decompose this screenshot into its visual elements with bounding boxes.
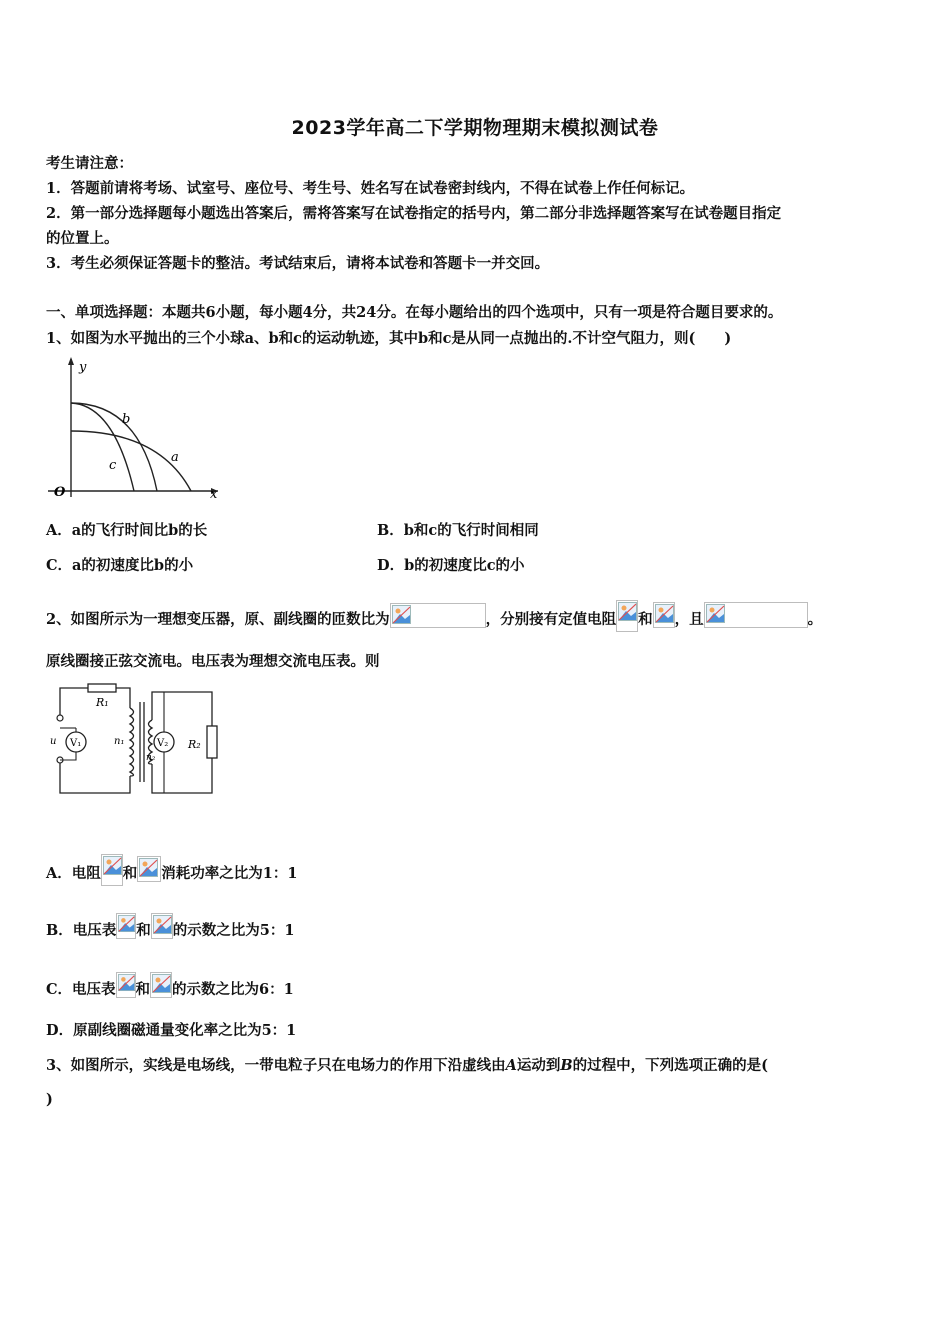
q2-option-d: D．原副线圈磁通量变化率之比为5：1 — [46, 1022, 297, 1039]
broken-image-icon — [103, 856, 123, 876]
q2-transformer-figure — [52, 682, 218, 800]
q2-option-c-post: 的示数之比为6：1 — [172, 981, 294, 998]
q3-stem-mid: 运动到 — [516, 1057, 561, 1074]
q1-option-d: D．b的初速度比c的小 — [377, 557, 525, 574]
notice-item-3: 3．考生必须保证答题卡的整洁。考试结束后，请将本试卷和答题卡一并交回。 — [46, 255, 550, 272]
n2-label: n₂ — [146, 753, 156, 763]
notice-item-2: 2．第一部分选择题每小题选出答案后，需将答案写在试卷指定的括号内，第二部分非选择题答案写在试卷题目指定 — [46, 205, 782, 222]
trajectory-b — [71, 403, 157, 491]
q2-option-a — [46, 854, 297, 886]
primary-wire-top-left — [60, 688, 88, 715]
n1-label: n₁ — [114, 736, 125, 747]
resistance-relation-image — [704, 602, 808, 628]
q1-stem: 1、如图为水平抛出的三个小球a、b和c的运动轨迹，其中b和c是从同一点抛出的.不计空气阻力，则( ) — [46, 330, 732, 347]
exam-title: 2023学年高二下学期物理期末模拟测试卷 — [291, 117, 659, 139]
secondary-wire-top — [152, 692, 212, 726]
label-y: y — [79, 360, 87, 375]
q2-stem — [46, 600, 822, 632]
q2-option-a-pre: A．电阻 — [46, 865, 101, 882]
notice-item-2-cont: 的位置上。 — [46, 230, 119, 247]
v2-label: V₂ — [157, 738, 169, 749]
u-label: u — [50, 736, 57, 747]
q2-option-a-post: 消耗功率之比为1：1 — [161, 865, 298, 882]
q2-option-a-mid: 和 — [122, 865, 138, 882]
q1-trajectory-figure — [44, 353, 224, 501]
q2-stem-part2: ，分别接有定值电阻 — [485, 611, 617, 628]
label-origin: O — [54, 485, 66, 500]
v1-image — [116, 972, 136, 998]
q2-option-b-mid: 和 — [136, 922, 151, 939]
v2-image — [151, 913, 173, 939]
resistor-r2 — [207, 726, 217, 758]
turns-ratio-image — [390, 603, 486, 628]
q2-option-c — [46, 972, 294, 999]
broken-image-icon — [655, 604, 675, 624]
q1-option-b: B．b和c的飞行时间相同 — [377, 522, 539, 539]
primary-wire-top-right — [116, 688, 130, 708]
q3-point-b: B — [560, 1057, 573, 1074]
notice-item-1: 1．答题前请将考场、试室号、座位号、考生号、姓名写在试卷密封线内，不得在试卷上作任何标记。 — [46, 180, 695, 197]
r2-image — [137, 856, 161, 882]
notice-heading: 考生请注意： — [46, 155, 133, 172]
primary-wire-bottom — [60, 763, 130, 793]
q1-option-a: A．a的飞行时间比b的长 — [46, 522, 208, 539]
label-x: x — [210, 487, 218, 502]
q3-stem-close: ) — [46, 1091, 53, 1108]
broken-image-icon — [392, 605, 412, 625]
q2-stem-part5: 。 — [807, 611, 823, 628]
q2-stem-part1: 2、如图所示为一理想变压器，原、副线圈的匝数比为 — [46, 611, 390, 628]
q3-point-a: A — [505, 1057, 517, 1074]
broken-image-icon — [139, 858, 159, 878]
r2-label: R₂ — [188, 738, 201, 751]
secondary-wire-bottom — [152, 758, 212, 793]
broken-image-icon — [706, 604, 726, 624]
v1-image — [116, 913, 136, 939]
q2-option-b-pre: B．电压表 — [46, 922, 117, 939]
label-a: a — [171, 450, 179, 465]
q2-stem-part3: 和 — [638, 611, 653, 628]
q2-stem-line2: 原线圈接正弦交流电。电压表为理想交流电压表。则 — [46, 653, 380, 670]
r2-image — [653, 602, 675, 628]
q2-option-c-pre: C．电压表 — [46, 981, 116, 998]
broken-image-icon — [152, 974, 172, 994]
q3-stem-pre: 3、如图所示，实线是电场线，一带电粒子只在电场力的作用下沿虚线由 — [46, 1057, 506, 1074]
q3-stem-post: 的过程中，下列选项正确的是( — [572, 1057, 768, 1074]
broken-image-icon — [153, 915, 173, 935]
section-heading: 一、单项选择题：本题共6小题，每小题4分，共24分。在每小题给出的四个选项中，只有一项是符合题目要求的。 — [46, 304, 783, 321]
q3-stem — [46, 1054, 768, 1075]
v2-image — [150, 972, 172, 998]
broken-image-icon — [118, 974, 136, 992]
r1-image — [101, 854, 123, 886]
broken-image-icon — [118, 915, 136, 933]
q1-option-c: C．a的初速度比b的小 — [46, 557, 194, 574]
terminal-top — [57, 715, 63, 721]
r1-label: R₁ — [96, 696, 109, 709]
v1-label: V₁ — [70, 738, 82, 749]
r1-image — [616, 600, 638, 632]
label-c: c — [109, 458, 117, 473]
q2-option-b-post: 的示数之比为5：1 — [172, 922, 295, 939]
primary-coil — [130, 708, 134, 776]
broken-image-icon — [618, 602, 638, 622]
q2-stem-part4: ，且 — [674, 611, 704, 628]
q2-option-b — [46, 913, 294, 940]
q2-option-c-mid: 和 — [135, 981, 151, 998]
label-b: b — [122, 412, 131, 427]
y-axis-arrow-icon — [68, 357, 74, 365]
resistor-r1 — [88, 684, 116, 692]
